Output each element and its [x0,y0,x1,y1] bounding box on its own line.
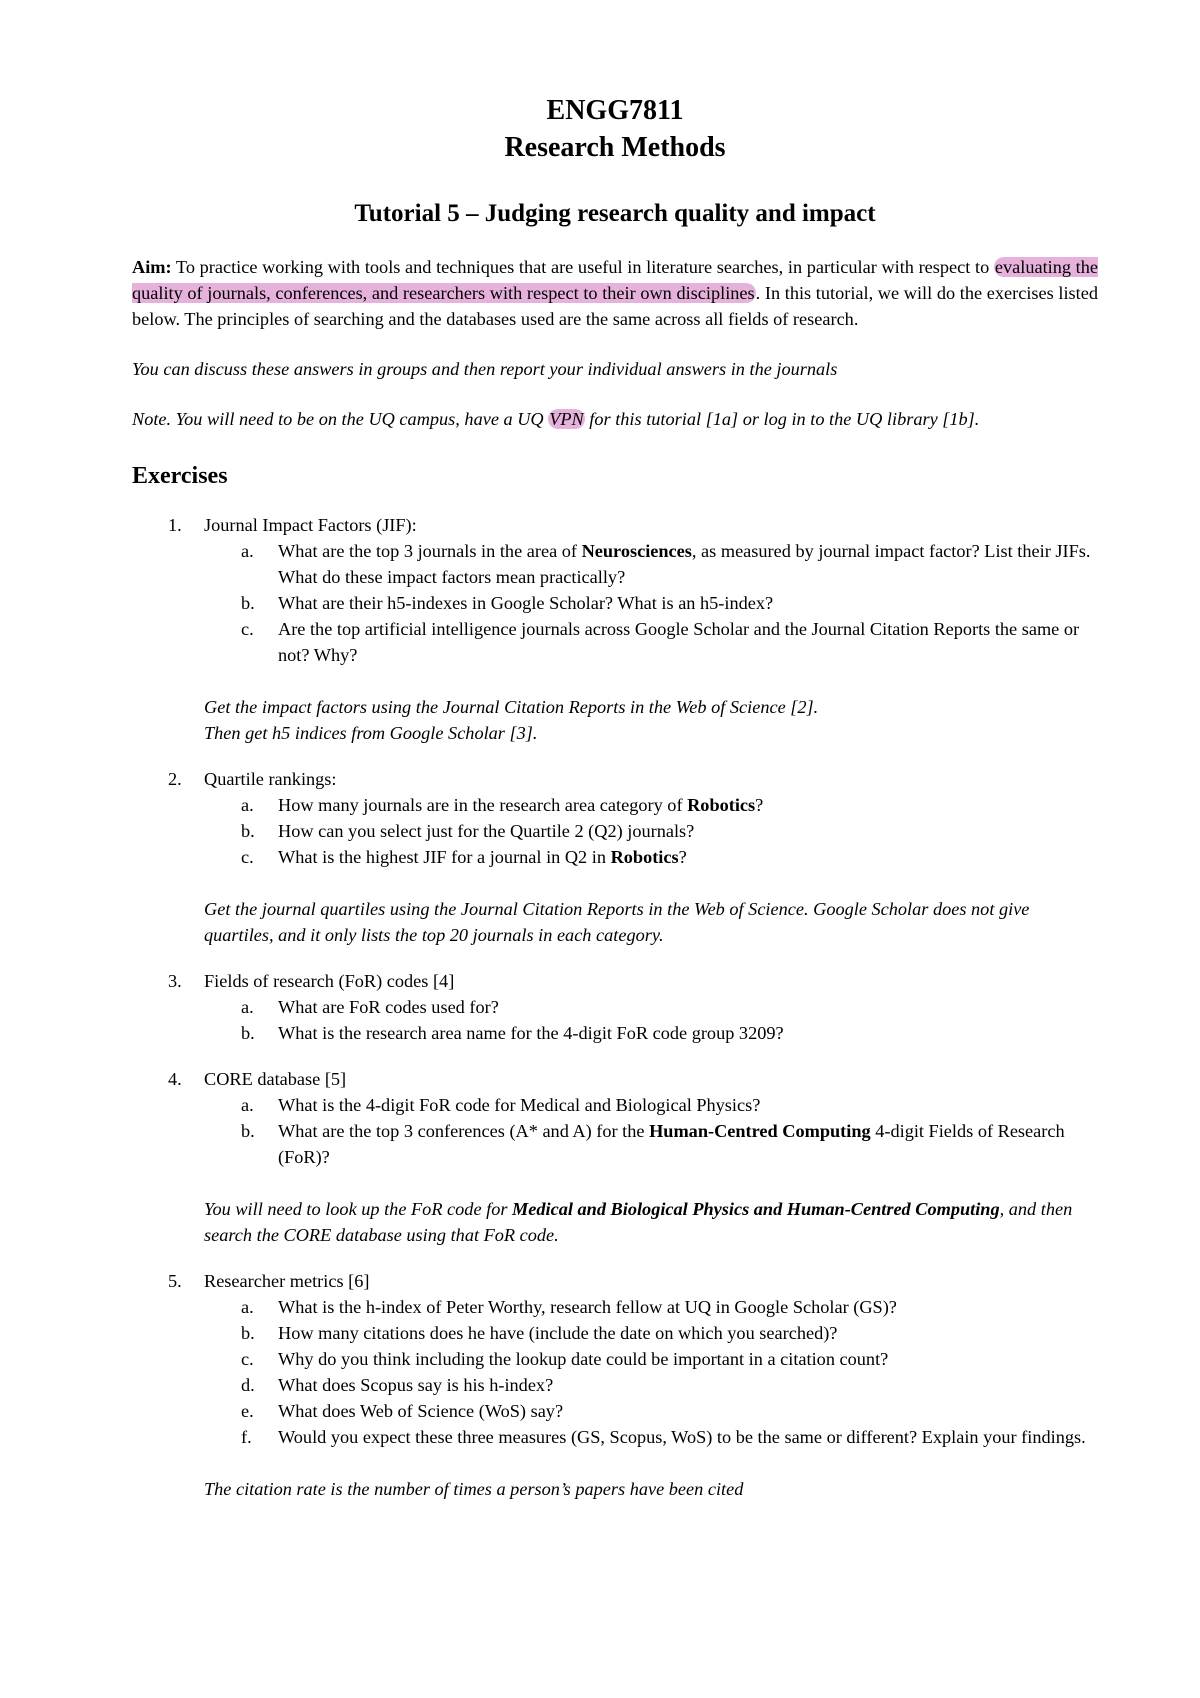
exercise-5d [132,1372,1098,1398]
exercise-1a [132,538,1098,590]
exercise-5f [132,1424,1098,1450]
exercise-2 [132,766,1098,948]
question-text-after: ? [678,847,687,867]
hint-text-after: , and then search the CORE database using that FoR code. [204,1199,1073,1245]
exercise-4b [132,1118,1098,1170]
exercise-2-hint: Get the journal quartiles using the Journal Citation Reports in the Web of Science. Google Scholar does not give quartiles, and it only lists the top 20 journals in each category. [204,899,1030,945]
exercise-5-title [132,1268,1098,1294]
sub-letter: b. [241,1121,255,1141]
question-text: What are FoR codes used for? [278,997,499,1017]
question-text: Are the top artificial intelligence journals across Google Scholar and the Journal Citation Reports the same or not? Why? [278,619,1080,665]
exercise-1b [132,590,1098,616]
exercise-4 [132,1066,1098,1248]
aim-paragraph [132,254,1098,332]
sub-letter: a. [241,1095,254,1115]
exercise-title-text: CORE database [5] [204,1069,347,1089]
sub-letter: d. [241,1375,255,1395]
exercise-3b [132,1020,1098,1046]
tutorial-title: Tutorial 5 – Judging research quality and impact [354,200,876,227]
exercise-3 [132,968,1098,1046]
exercise-number: 2. [168,769,182,789]
question-text-after: 4-digit Fields of Research (FoR)? [278,1121,1065,1167]
exercise-1-hint [132,694,1098,746]
vpn-note [132,406,1098,432]
exercise-2c [132,844,1098,870]
aim-label: Aim: [132,257,172,277]
sub-letter: b. [241,1323,255,1343]
question-text: How many citations does he have (include the date on which you searched)? [278,1323,838,1343]
exercise-5b [132,1320,1098,1346]
exercise-title-text: Researcher metrics [6] [204,1271,370,1291]
exercise-4-hint [132,1196,1098,1248]
exercise-4-title [132,1066,1098,1092]
question-text: What is the research area name for the 4-digit FoR code group 3209? [278,1023,784,1043]
vpn-note-after: for this tutorial [1a] or log in to the UQ library [1b]. [584,409,980,429]
exercise-4a [132,1092,1098,1118]
question-text-after: ? [755,795,764,815]
exercise-5c [132,1346,1098,1372]
sub-letter: c. [241,1349,254,1369]
question-bold: Human-Centred Computing [649,1121,871,1141]
sub-letter: a. [241,997,254,1017]
exercise-2b [132,818,1098,844]
discussion-note: You can discuss these answers in groups and then report your individual answers in the journals [132,359,838,379]
exercise-5 [132,1268,1098,1502]
sub-letter: c. [241,847,254,867]
question-text: What are the top 3 conferences (A* and A) for the [278,1121,650,1141]
sub-letter: b. [241,821,255,841]
aim-highlight: evaluating the quality of journals, conferences, and researchers with respect to their own disciplines [132,257,1099,303]
vpn-highlight: VPN [549,409,584,429]
sub-letter: a. [241,1297,254,1317]
hint-line-1: Get the impact factors using the Journal Citation Reports in the Web of Science [2]. [204,697,819,717]
question-bold: Robotics [687,795,756,815]
exercise-3a [132,994,1098,1020]
exercise-number: 1. [168,515,182,535]
exercise-3-title [132,968,1098,994]
title-block [132,92,1098,230]
course-code: ENGG7811 [546,95,684,126]
exercise-title-text: Quartile rankings: [204,769,337,789]
aim-text-after: . In this tutorial, we will do the exercises listed below. The principles of searching and the databases used are the same across all fields of research. [132,283,1098,329]
sub-letter: b. [241,1023,255,1043]
exercises-heading: Exercises [132,463,228,489]
question-text: What does Web of Science (WoS) say? [278,1401,564,1421]
exercise-1-title [132,512,1098,538]
question-text: What are their h5-indexes in Google Scholar? What is an h5-index? [278,593,774,613]
exercise-5-hint: The citation rate is the number of times a person’s papers have been cited [204,1479,744,1499]
question-text: How can you select just for the Quartile 2 (Q2) journals? [278,821,695,841]
question-text: Would you expect these three measures (GS, Scopus, WoS) to be the same or different? Explain your findings. [278,1427,1086,1447]
question-bold: Robotics [610,847,679,867]
hint-text: You will need to look up the FoR code for [204,1199,513,1219]
hint-line-2: Then get h5 indices from Google Scholar [3]. [204,723,538,743]
question-text-after: , as measured by journal impact factor? List their JIFs. What do these impact factors mean practically? [278,541,1091,587]
exercise-1c [132,616,1098,668]
exercise-number: 4. [168,1069,182,1089]
question-text: What is the highest JIF for a journal in Q2 in [278,847,611,867]
exercise-number: 3. [168,971,182,991]
question-bold: Neurosciences [581,541,692,561]
exercise-2a [132,792,1098,818]
exercise-number: 5. [168,1271,182,1291]
sub-letter: a. [241,541,254,561]
aim-text-before: To practice working with tools and techniques that are useful in literature searches, in particular with respect to [171,257,994,277]
question-text: What are the top 3 journals in the area of [278,541,582,561]
exercise-title-text: Fields of research (FoR) codes [4] [204,971,455,991]
sub-letter: e. [241,1401,254,1421]
exercise-title-text: Journal Impact Factors (JIF): [204,515,417,535]
sub-letter: c. [241,619,254,639]
question-text: What is the h-index of Peter Worthy, research fellow at UQ in Google Scholar (GS)? [278,1297,897,1317]
question-text: What is the 4-digit FoR code for Medical and Biological Physics? [278,1095,761,1115]
exercise-1 [132,512,1098,746]
vpn-note-before: Note. You will need to be on the UQ campus, have a UQ [132,409,549,429]
hint-bold: Medical and Biological Physics and Human-Centred Computing [512,1199,1000,1219]
exercise-2-title [132,766,1098,792]
question-text: What does Scopus say is his h-index? [278,1375,554,1395]
sub-letter: b. [241,593,255,613]
course-name: Research Methods [504,132,726,163]
exercise-5a [132,1294,1098,1320]
exercise-5e [132,1398,1098,1424]
sub-letter: a. [241,795,254,815]
sub-letter: f. [241,1427,252,1447]
question-text: How many journals are in the research area category of [278,795,688,815]
question-text: Why do you think including the lookup date could be important in a citation count? [278,1349,889,1369]
